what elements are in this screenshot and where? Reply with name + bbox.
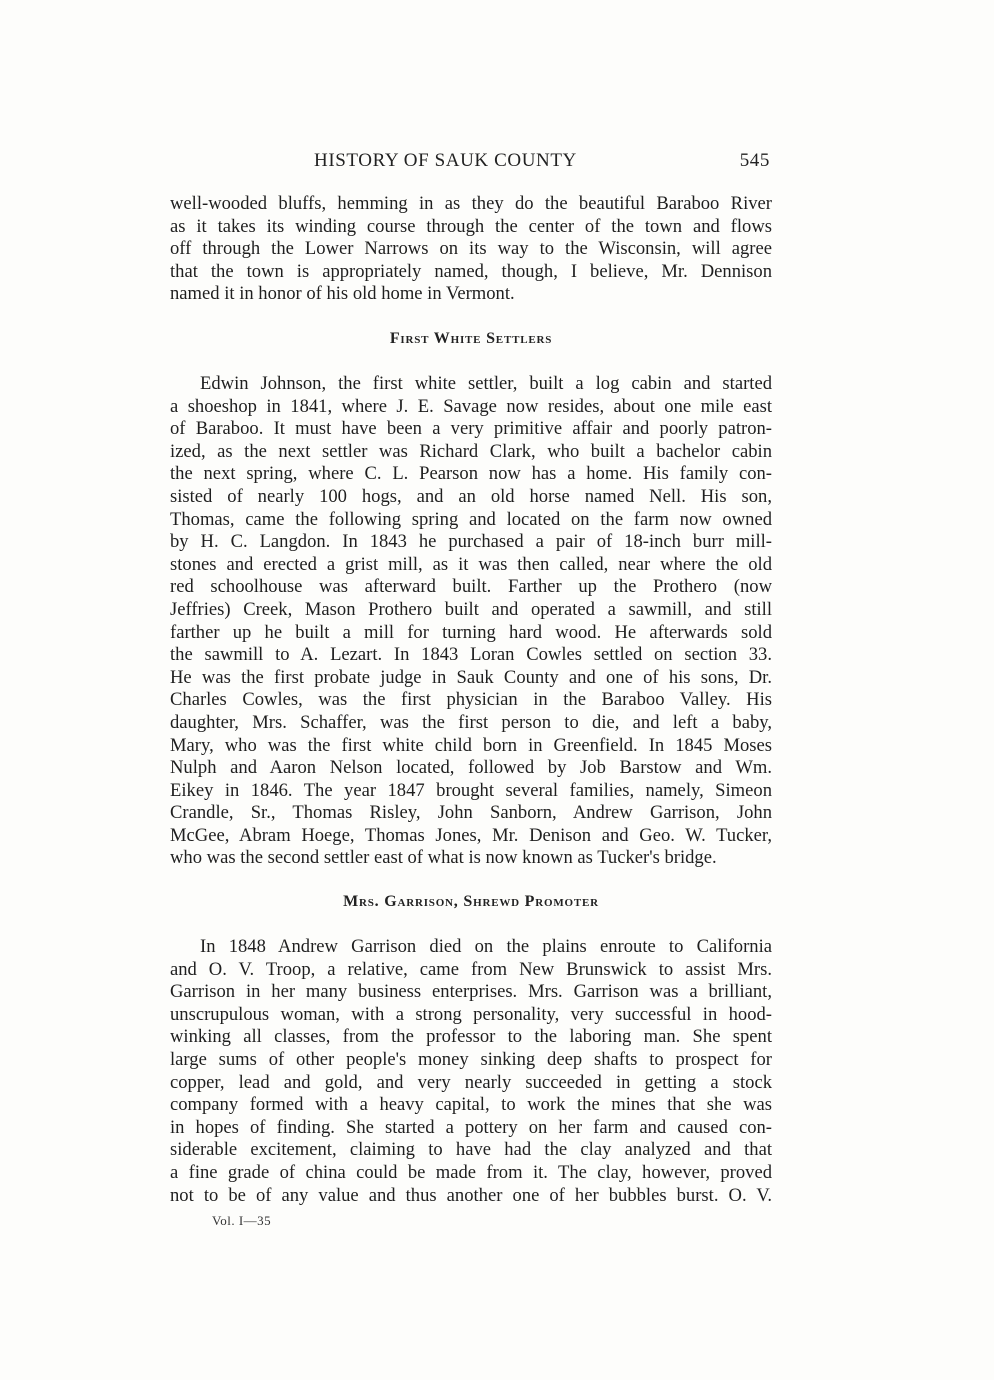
- text-line: who was the second settler east of what is now known as Tucker's bridge.: [170, 847, 717, 869]
- text-line: the next spring, where C. L. Pearson now has a home. His family con-: [170, 463, 772, 485]
- text-line: daughter, Mrs. Schaffer, was the first person to die, and left a baby,: [170, 711, 772, 733]
- text-line: named it in honor of his old home in Vermont.: [170, 283, 515, 305]
- text-line: copper, lead and gold, and very nearly succeeded in getting a stock: [170, 1071, 772, 1093]
- text-line: Garrison in her many business enterprises. Mrs. Garrison was a brilliant,: [170, 981, 772, 1003]
- signature-mark: Vol. I—35: [212, 1213, 272, 1228]
- text-line: off through the Lower Narrows on its way to the Wisconsin, will agree: [170, 238, 772, 260]
- text-line: the sawmill to A. Lezart. In 1843 Loran Cowles settled on section 33.: [170, 644, 772, 666]
- text-line: not to be of any value and thus another one of her bubbles burst. O. V.: [170, 1184, 772, 1206]
- text-line: Crandle, Sr., Thomas Risley, John Sanborn, Andrew Garrison, John: [170, 802, 772, 824]
- text-line: of Baraboo. It must have been a very primitive affair and poorly patron-: [170, 418, 772, 440]
- text-line: well-wooded bluffs, hemming in as they do the beautiful Baraboo River: [170, 193, 772, 214]
- text-line: Mary, who was the first white child born in Greenfield. In 1845 Moses: [170, 734, 772, 756]
- text-line: farther up he built a mill for turning hard wood. He afterwards sold: [170, 621, 772, 643]
- paragraph-first-white-settlers: [170, 373, 772, 870]
- text-line: large sums of other people's money sinking deep shafts to prospect for: [170, 1048, 772, 1070]
- text-line: Charles Cowles, was the first physician in the Baraboo Valley. His: [170, 689, 772, 711]
- text-line: Nulph and Aaron Nelson located, followed by Job Barstow and Wm.: [170, 757, 772, 779]
- text-line: and O. V. Troop, a relative, came from New Brunswick to assist Mrs.: [170, 958, 772, 980]
- paragraph-continued: [170, 193, 772, 306]
- text-line: a fine grade of china could be made from it. The clay, however, proved: [170, 1161, 772, 1183]
- text-line: red schoolhouse was afterward built. Farther up the Prothero (now: [170, 576, 772, 598]
- text-line: Jeffries) Creek, Mason Prothero built and operated a sawmill, and still: [170, 598, 772, 620]
- page-number: 545: [739, 150, 770, 171]
- running-head: [170, 150, 770, 176]
- running-head-title: HISTORY OF SAUK COUNTY: [314, 150, 577, 171]
- text-line: by H. C. Langdon. In 1843 he purchased a pair of 18-inch burr mill-: [170, 531, 772, 553]
- section-heading-first-white-settlers: First White Settlers: [389, 330, 553, 347]
- text-line: siderable excitement, claiming to have had the clay analyzed and that: [170, 1139, 772, 1161]
- text-line: Eikey in 1846. The year 1847 brought several families, namely, Simeon: [170, 779, 772, 801]
- text-line: as it takes its winding course through the center of the town and flows: [170, 215, 772, 237]
- paragraph-mrs-garrison: [170, 936, 772, 1207]
- text-line: Thomas, came the following spring and located on the farm now owned: [170, 508, 772, 530]
- text-line: In 1848 Andrew Garrison died on the plains enroute to California: [200, 936, 772, 957]
- text-line: unscrupulous woman, with a strong personality, very successful in hood-: [170, 1003, 772, 1025]
- text-line: sisted of nearly 100 hogs, and an old horse named Nell. His son,: [170, 485, 772, 507]
- text-line: He was the first probate judge in Sauk County and one of his sons, Dr.: [170, 666, 772, 688]
- text-line: in hopes of finding. She started a pottery on her farm and caused con-: [170, 1116, 772, 1138]
- text-line: McGee, Abram Hoege, Thomas Jones, Mr. Denison and Geo. W. Tucker,: [170, 824, 772, 846]
- section-heading-mrs-garrison: Mrs. Garrison, Shrewd Promoter: [343, 893, 599, 910]
- text-line: that the town is appropriately named, though, I believe, Mr. Dennison: [170, 260, 772, 282]
- text-line: stones and erected a grist mill, as it was then called, near where the old: [170, 553, 772, 575]
- text-line: a shoeshop in 1841, where J. E. Savage now resides, about one mile east: [170, 395, 772, 417]
- text-line: ized, as the next settler was Richard Clark, who built a bachelor cabin: [170, 440, 772, 462]
- text-line: Edwin Johnson, the first white settler, built a log cabin and started: [200, 373, 772, 394]
- text-line: winking all classes, from the professor to the laboring man. She spent: [170, 1026, 772, 1048]
- text-line: company formed with a heavy capital, to work the mines that she was: [170, 1094, 772, 1116]
